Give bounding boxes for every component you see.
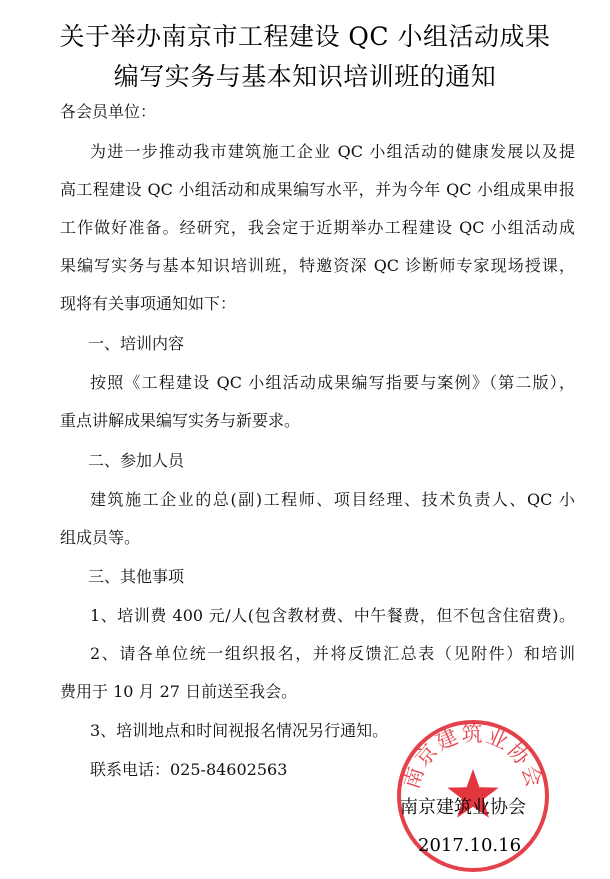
other-item-3: 3、培训地点和时间视报名情况另行通知。 — [90, 721, 389, 740]
section-heading-participants: 二、参加人员 — [88, 451, 185, 470]
other-item-1: 1、培训费 400 元/人(包含教材费、中午餐费，但不包含住宿费)。 — [90, 606, 575, 625]
participants-line-1: 建筑施工企业的总(副)工程师、项目经理、技术负责人、QC 小 — [90, 490, 575, 509]
signature-organization: 南京建筑业协会 — [400, 797, 526, 818]
salutation: 各会员单位： — [60, 102, 157, 121]
content-line-1: 按照《工程建设 QC 小组活动成果编写指要与案例》（第二版）， — [90, 373, 575, 392]
section-heading-other: 三、其他事项 — [88, 567, 185, 586]
participants-line-2: 组成员等。 — [60, 528, 141, 547]
intro-line-4: 果编写实务与基本知识培训班，特邀资深 QC 诊断师专家现场授课， — [60, 256, 575, 275]
intro-line-1: 为进一步推动我市建筑施工企业 QC 小组活动的健康发展以及提 — [90, 142, 575, 161]
content-line-2: 重点讲解成果编写实务与新要求。 — [60, 411, 301, 430]
other-item-2: 2、请各单位统一组织报名，并将反馈汇总表（见附件）和培训 — [90, 644, 575, 663]
seal-text-path: 南京建筑业协会 — [399, 722, 547, 792]
signature-date: 2017.10.16 — [418, 835, 522, 856]
notice-title-line-1: 关于举办南京市工程建设 QC 小组活动成果 — [59, 22, 551, 51]
intro-line-5: 现将有关事项通知如下： — [60, 294, 237, 313]
other-item-2-continued: 费用于 10 月 27 日前送至我会。 — [60, 682, 298, 701]
intro-line-2: 高工程建设 QC 小组活动和成果编写水平，并为今年 QC 小组成果申报 — [60, 180, 575, 199]
notice-title-line-2: 编写实务与基本知识培训班的通知 — [113, 62, 497, 91]
contact-phone: 联系电话：025-84602563 — [90, 760, 288, 779]
section-heading-content: 一、培训内容 — [88, 334, 185, 353]
intro-line-3: 工作做好准备。经研究，我会定于近期举办工程建设 QC 小组活动成 — [60, 218, 575, 237]
